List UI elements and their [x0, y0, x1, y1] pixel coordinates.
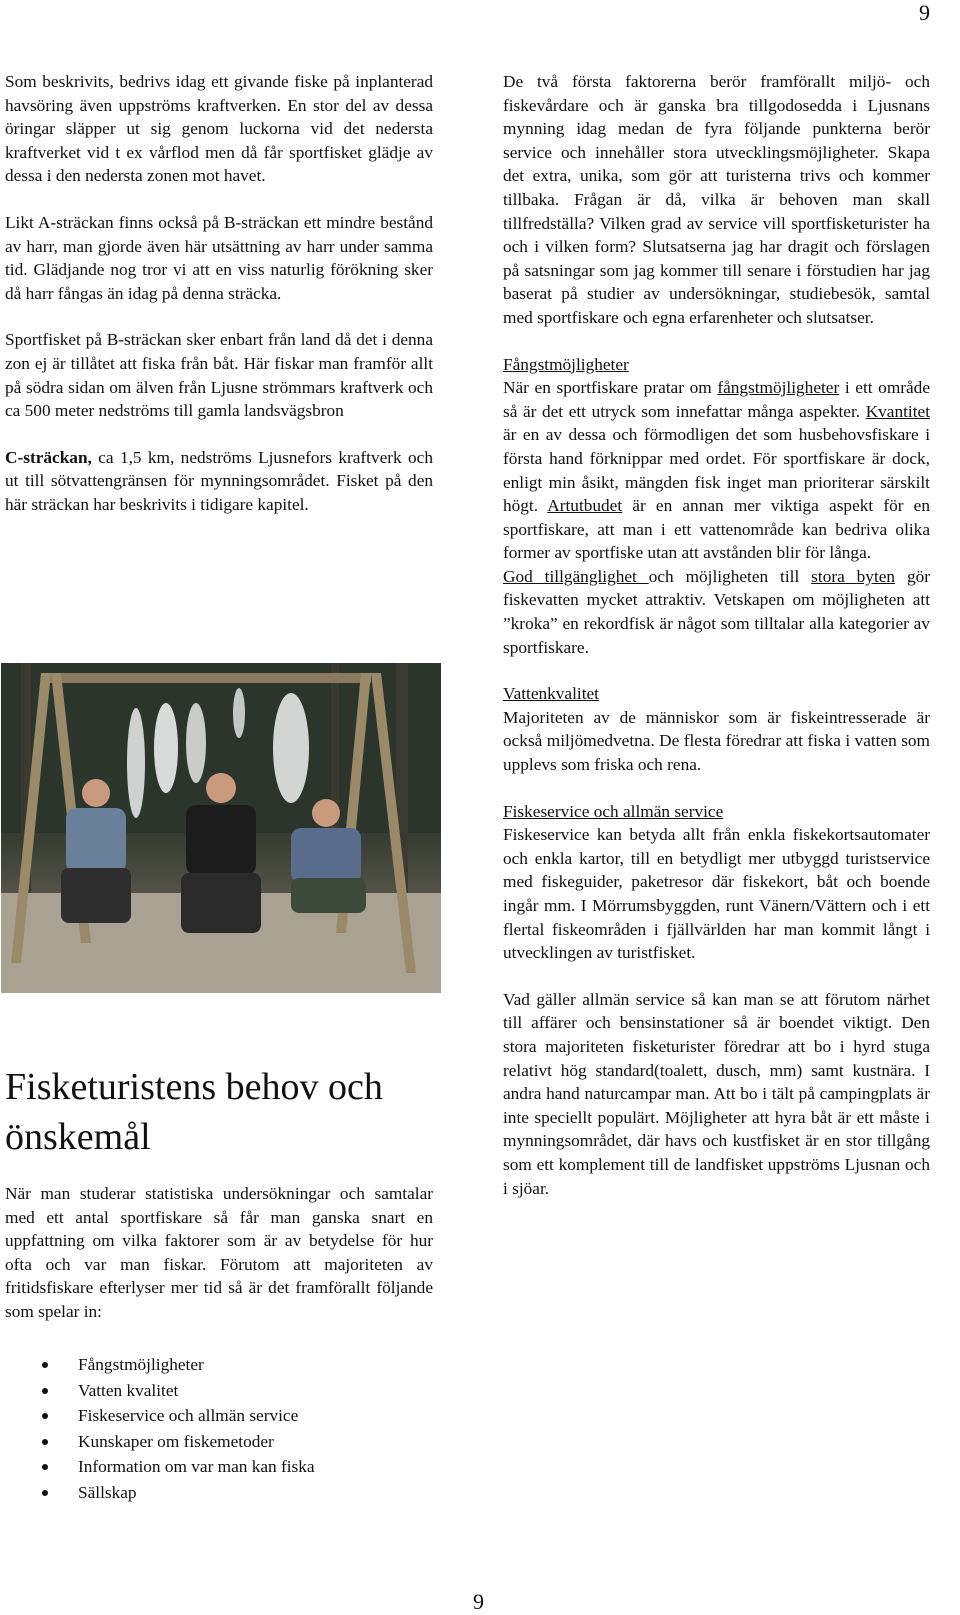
paragraph-b-stracka: Sportfisket på B-sträckan sker enbart från land då det i denna zon ej är tillåtet att fiska från båt. Här fiskar man framför allt på södra sidan om älven från Ljusne strömmars kraftverk och ca 500 meter nedströms till gamla landsvägsbron — [5, 330, 433, 421]
paragraph-faktorer: De två första faktorerna berör framförallt miljö- och fiskevårdare och är ganska bra tillgodosedda i Ljusnans mynning idag medan de fyra följande punkterna berör service och innehåller stora utvecklingsmöjligheter. Skapa det extra, unika, som gör att turisterna trivs och kommer tillbaka. Frågan är då, vilka är behoven man skall tillfredställa? Vilken grad av service vill sportfisketurister ha och i vilken form? Slutsatserna jag har dragit och förslagen på satsningar som jag kommer till senare i förstudien har jag baserat på studier av undersökningar, studiebesök, samtal med sportfiskare och egna erfarenheter och slutsatser. — [503, 72, 930, 327]
term-kvantitet: Kvantitet — [865, 401, 930, 421]
fishermen-photo — [1, 663, 441, 993]
page-number-top: 9 — [919, 0, 930, 25]
c-stracka-label: C-sträckan, — [5, 447, 92, 467]
bullet-icon — [42, 1439, 48, 1445]
paragraph-harr: Likt A-sträckan finns också på B-sträckan ett mindre bestånd av harr, man gjorde även här utsättning av harr under samma tid. Glädjande nog tror vi att en viss naturlig förökning sker då harr fångas än idag på denna sträcka. — [5, 212, 433, 303]
list-item: Fiskeservice och allmän service — [40, 1403, 420, 1429]
paragraph-allman-service: Vad gäller allmän service så kan man se att förutom närhet till affärer och bensinstationer så är boendet viktigt. Den stora majoriteten fisketurister föredrar att bo i hyrd stuga relativt hög standard(toalett, dusch, mm) samt kustnära. I andra hand naturcampar man. Att bo i tält på campingplats är inte speciellt populärt. Möjligheter att hyra båt är ett måste i mynningsområdet, där havs och kustfisket är en stor tillgång som ett komplement till de landfisket uppströms Ljusnan och i sjöar. — [503, 989, 930, 1198]
list-item: Vatten kvalitet — [40, 1378, 420, 1404]
bullet-icon — [42, 1388, 48, 1394]
bullet-icon — [42, 1413, 48, 1419]
paragraph-fiskeservice: Fiskeservice och allmän service Fiskeservice kan betyda allt från enkla fiskekortsautomater och enkla kartor, till en betydligt mer utbyggd turistservice med fiskeguider, paketresor där fiskekort, båt och boende ingår mm. I Mörrumsbyggden, runt Vänern/Vättern och i ett flertal fiskeområden i fjällvärlden har man kommit långt i utvecklingen av turistfisket. — [503, 801, 930, 963]
section-title: Fisketuristens behov och önskemål — [5, 1066, 383, 1158]
term-god-tillganglighet: God tillgänglighet — [503, 566, 649, 586]
paragraph-intro: När man studerar statistiska undersökningar och samtalar med ett antal sportfiskare så får man ganska snart en uppfattning om vilka faktorer som är av betydelse för hur ofta och var man fiskar. Förutom att majoriteten av fritidsfiskare efterlyser mer tid så är det framförallt följande som spelar in: — [5, 1184, 433, 1321]
paragraph-fangstmojligheter: Fångstmöjligheter När en sportfiskare pratar om fångstmöjligheter i ett område så är det ett utryck som innefattar många aspekter. Kvantitet är en av dessa och förmodligen det som husbehovsfiskare i första hand förknippar med ordet. För sportfiskare är dock, enligt min åsikt, mängden fisk inget man prioriterar särskilt högt. Artutbudet är en annan mer viktiga aspekt för en sportfiskare, att man i ett vattenområde kan bedriva olika former av sportfiske utan att avstånden blir för långa. God tillgänglighet och möjligheten till stora byten gör fiskevatten mycket attraktiv. Vetskapen om möjligheten att ”kroka” en rekordfisk är något som tilltalar alla kategorier av sportfiskare. — [503, 354, 931, 657]
heading-vattenkvalitet: Vattenkvalitet — [503, 684, 599, 704]
bullet-icon — [42, 1362, 48, 1368]
list-item: Kunskaper om fiskemetoder — [40, 1429, 420, 1455]
term-fangstmojligheter: fångstmöjligheter — [717, 378, 840, 398]
term-artutbudet: Artutbudet — [547, 496, 623, 516]
paragraph-havsoring: Som beskrivits, bedrivs idag ett givande fiske på inplanterad havsöring även uppströms kraftverken. En stor del av dessa öringar släpper ut sig genom luckorna vid det nedersta kraftverket vid t ex vårflod men då får sportfisket glädje av dessa i den nedersta zonen mot havet. — [5, 72, 433, 186]
heading-fangstmojligheter: Fångstmöjligheter — [503, 354, 629, 374]
paragraph-vattenkvalitet: Vattenkvalitet Majoriteten av de människor som är fiskeintresserade är också miljömedvetna. De flesta föredrar att fiska i vatten som upplevs som friska och rena. — [503, 684, 930, 775]
bullet-icon — [42, 1490, 48, 1496]
list-item: Fångstmöjligheter — [40, 1352, 420, 1378]
factor-list — [40, 1352, 420, 1505]
c-stracka-text: ca 1,5 km, nedströms Ljusnefors kraftverk och ut till sötvattengränsen för mynningsområdet. Fisket på den här sträckan har beskrivits i tidigare kapitel. — [5, 447, 433, 514]
page-number-bottom: 9 — [473, 1589, 484, 1614]
left-column — [5, 70, 433, 540]
list-item: Information om var man kan fiska — [40, 1454, 420, 1480]
list-item: Sällskap — [40, 1480, 420, 1506]
heading-fiskeservice: Fiskeservice och allmän service — [503, 801, 724, 821]
term-stora-byten: stora byten — [811, 566, 896, 586]
right-column — [503, 70, 930, 1223]
bullet-icon — [42, 1464, 48, 1470]
paragraph-c-stracka — [5, 446, 433, 517]
